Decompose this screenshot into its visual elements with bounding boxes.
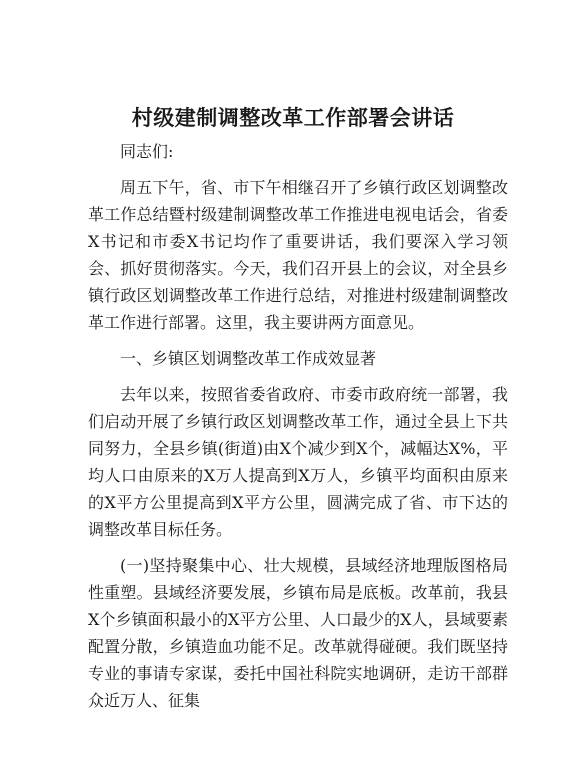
document-body	[88, 138, 508, 723]
paragraph: (一)坚持聚集中心、壮大规模，县域经济地理版图格局性重塑。县域经济要发展，乡镇布局是底板。改革前，我县X个乡镇面积最小的X平方公里、人口最少的X人，县域要素配置分散，乡镇造血功能不足。改革就得碰硬。我们既坚持专业的事请专家谋，委托中国社科院实地调研，走访干部群众近万人、征集	[88, 556, 508, 710]
document-title: 村级建制调整改革工作部署会讲话	[131, 105, 455, 130]
paragraph: 去年以来，按照省委省政府、市委市政府统一部署，我们启动开展了乡镇行政区划调整改革工作，通过全县上下共同努力，全县乡镇(街道)由X个减少到X个，减幅达X%，平均人口由原来的X万人提高到X万人，乡镇平均面积由原来的X平方公里提高到X平方公里，圆满完成了省、市下达的调整改革目标任务。	[88, 385, 508, 539]
greeting: 同志们:	[120, 142, 174, 161]
paragraph: 周五下午，省、市下午相继召开了乡镇行政区划调整改革工作总结暨村级建制调整改革工作推进电视电话会，省委X书记和市委X书记均作了重要讲话，我们要深入学习领会、抓好贯彻落实。今天，我们召开县上的会议，对全县乡镇行政区划调整改革工作进行总结，对推进村级建制调整改革工作进行部署。这里，我主要讲两方面意见。	[88, 178, 508, 332]
section-heading: 一、乡镇区划调整改革工作成效显著	[120, 349, 377, 368]
